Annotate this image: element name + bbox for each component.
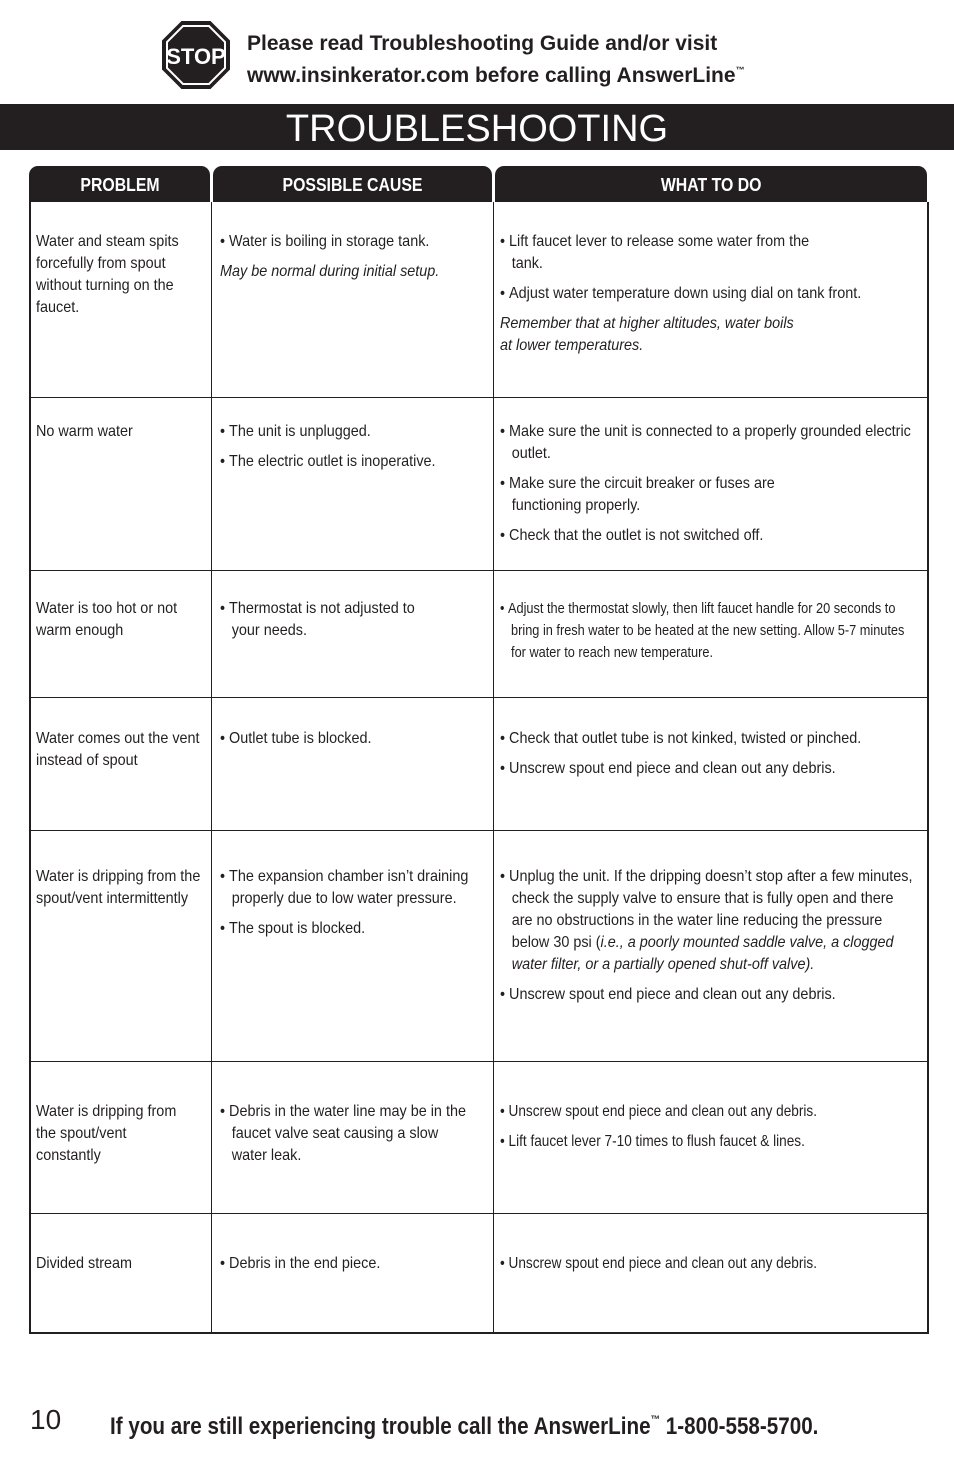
table-row-problem: Water is too hot or not warm enough [36,600,178,639]
action-note: Remember that at higher altitudes, water boils at lower temperatures. [500,315,794,354]
action-item: • Unplug the unit. If the dripping doesn’t stop after a few minutes, check the supply valve to ensure that is fully open and there are no obstructions in the water line reducing the pressure below 30 psi (i.e., a poorly mounted saddle valve, a clogged water filter, or a partially opened shut-off valve). [500,866,915,976]
header-note-line1: Please read Troubleshooting Guide and/or visit [247,32,718,55]
row-divider [29,697,927,698]
cause-item: • Water is boiling in storage tank. [220,231,488,253]
trademark-symbol: ™ [735,65,745,75]
table-row-problem: No warm water [36,423,133,440]
header-note [247,30,745,89]
cause-item: • Outlet tube is blocked. [220,728,488,750]
stop-sign-text: STOP [166,44,226,69]
cause-item: • Thermostat is not adjusted to your needs. [220,598,488,642]
header-note-line2 [247,57,745,89]
action-item: • Unscrew spout end piece and clean out any debris. [500,1253,916,1275]
cause-item: • The expansion chamber isn’t draining properly due to low water pressure. [220,866,488,910]
cause-item: • The unit is unplugged. [220,421,488,443]
action-item: • Make sure the unit is connected to a properly grounded electric outlet. [500,421,915,465]
table-row-cause [220,231,488,291]
action-item: • Lift faucet lever 7-10 times to flush faucet & lines. [500,1131,916,1153]
action-item: • Check that outlet tube is not kinked, twisted or pinched. [500,728,915,750]
column-header-what-to-do: WHAT TO DO [495,166,927,202]
title-bar [0,104,954,150]
row-divider [29,570,927,571]
column-divider [493,202,494,1332]
table-row-action [500,421,915,555]
action-item: • Unscrew spout end piece and clean out any debris. [500,758,915,780]
row-divider [29,397,927,398]
row-divider [29,1213,927,1214]
action-item: • Check that the outlet is not switched off. [500,525,915,547]
table-row-cause [220,421,488,481]
table-row-cause [220,598,488,650]
table-row-action [500,728,915,788]
footer [30,1400,930,1440]
table-row-action [500,1253,915,1283]
table-row-problem: Divided stream [36,1255,133,1272]
page-number: 10 [30,1404,62,1435]
column-header-possible-cause: POSSIBLE CAUSE [213,166,492,202]
table-row-action [500,1101,915,1161]
table-row-action [500,598,915,672]
table-row-cause [220,1101,488,1175]
column-header-problem: PROBLEM [29,166,210,202]
table-row-cause [220,728,488,758]
action-item: • Adjust water temperature down using dial on tank front. [500,283,915,305]
row-divider [29,1061,927,1062]
header-note-line2-text: www.insinkerator.com before calling AnswerLine [247,64,736,87]
table-row-problem: Water is dripping from the spout/vent constantly [36,1103,177,1164]
footer-answerline-text: If you are still experiencing trouble call the AnswerLine™ 1-800-558-5700. [110,1413,819,1440]
action-item: • Lift faucet lever to release some water from the tank. [500,231,915,275]
cause-item: • Debris in the water line may be in the faucet valve seat causing a slow water leak. [220,1101,488,1167]
stop-sign-icon [161,20,231,90]
answerline-phone: 1-800-558-5700. [660,1413,819,1440]
cause-item: • Debris in the end piece. [220,1253,488,1275]
trademark-symbol: ™ [650,1414,661,1426]
troubleshooting-table [29,166,927,1334]
action-item: • Unscrew spout end piece and clean out any debris. [500,984,915,1006]
cause-item: • The spout is blocked. [220,918,488,940]
page-title: TROUBLESHOOTING [285,108,669,150]
table-row-cause [220,1253,488,1283]
column-divider [211,202,212,1332]
action-item: • Make sure the circuit breaker or fuses are functioning properly. [500,473,915,517]
action-item: • Adjust the thermostat slowly, then lift faucet handle for 20 seconds to bring in fresh water to be heated at the new setting. Allow 5-7 minutes for water to reach new temperature. [500,598,916,664]
table-row-problem: Water is dripping from the spout/vent intermittently [36,868,201,907]
action-item: • Unscrew spout end piece and clean out any debris. [500,1101,916,1123]
table-row-problem: Water and steam spits forcefully from spout without turning on the faucet. [36,233,179,316]
table-row-action [500,231,915,365]
cause-item: • The electric outlet is inoperative. [220,451,488,473]
row-divider [29,830,927,831]
cause-note: May be normal during initial setup. [220,263,440,280]
table-row-problem: Water comes out the vent instead of spout [36,730,200,769]
table-row-action [500,866,915,1014]
table-row-cause [220,866,488,948]
